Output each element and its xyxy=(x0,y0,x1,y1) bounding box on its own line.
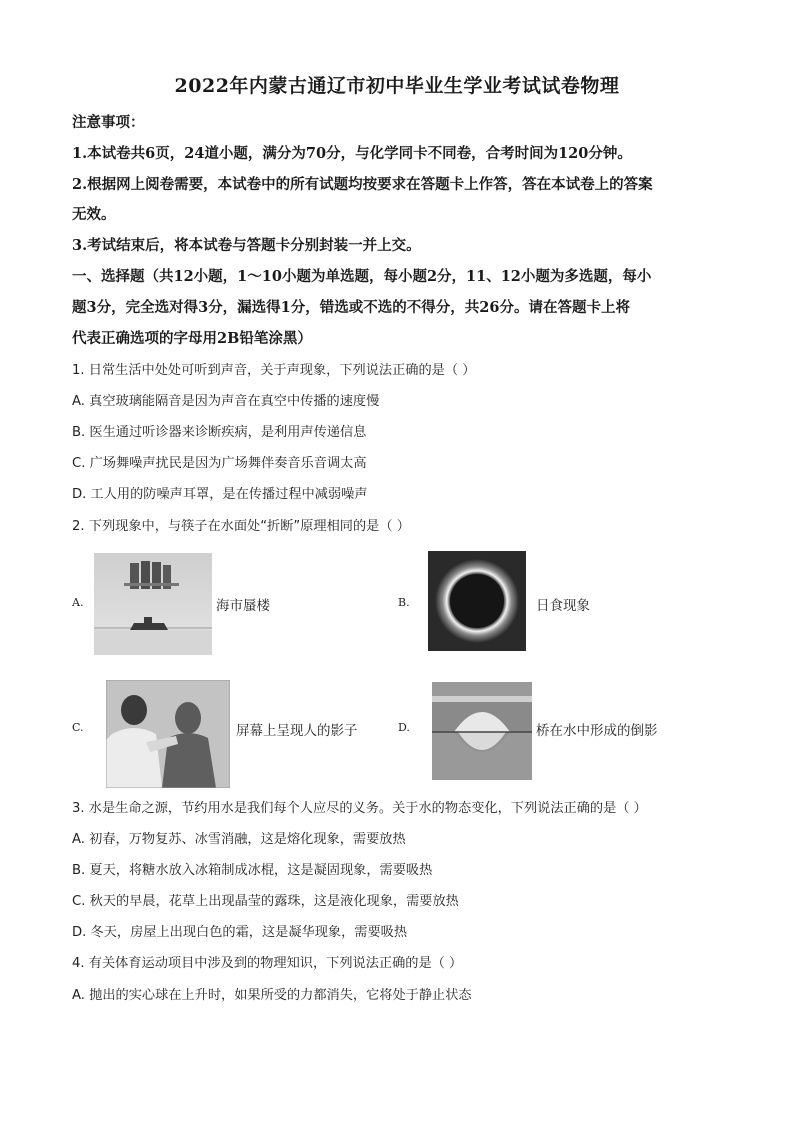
q2-option-b-letter: B. xyxy=(398,596,410,609)
q2-option-c-caption: 屏幕上呈现人的影子 xyxy=(236,723,358,739)
notice-heading: 注意事项： xyxy=(72,114,145,131)
q2-option-d-caption: 桥在水中形成的倒影 xyxy=(536,723,658,739)
q3-option-d: D. 冬天，房屋上出现白色的霜，这是凝华现象，需要吸热 xyxy=(72,925,408,940)
q4-stem: 4. 有关体育运动项目中涉及到的物理知识，下列说法正确的是（ ） xyxy=(72,956,463,971)
q4-option-a: A. 抛出的实心球在上升时，如果所受的力都消失，它将处于静止状态 xyxy=(72,988,472,1003)
q2-stem: 2. 下列现象中，与筷子在水面处“折断”原理相同的是（ ） xyxy=(72,519,410,534)
shadow-image xyxy=(106,680,230,788)
q1-option-a: A. 真空玻璃能隔音是因为声音在真空中传播的速度慢 xyxy=(72,394,380,409)
q2-option-b-caption: 日食现象 xyxy=(536,598,590,614)
section-heading-line-1: 一、选择题（共12小题，1～10小题为单选题，每小题2分，11、12小题为多选题，每小 xyxy=(72,268,652,285)
q3-stem: 3. 水是生命之源，节约用水是我们每个人应尽的义务。关于水的物态变化，下列说法正确的是（ ） xyxy=(72,801,647,816)
notice-item-2-cont: 无效。 xyxy=(72,206,116,223)
section-heading-line-2: 题3分，完全选对得3分，漏选得1分，错选或不选的不得分，共26分。请在答题卡上将 xyxy=(72,299,630,316)
q3-option-c: C. 秋天的早晨，花草上出现晶莹的露珠，这是液化现象，需要放热 xyxy=(72,894,459,909)
q3-option-a: A. 初春，万物复苏、冰雪消融，这是熔化现象，需要放热 xyxy=(72,832,406,847)
q2-option-a-letter: A. xyxy=(72,596,84,609)
section-heading-line-3: 代表正确选项的字母用2B铅笔涂黑） xyxy=(72,330,312,347)
notice-item-2: 2.根据网上阅卷需要，本试卷中的所有试题均按要求在答题卡上作答，答在本试卷上的答案 xyxy=(72,176,653,193)
mirage-image xyxy=(94,553,212,655)
solar-eclipse-image xyxy=(428,551,526,651)
q3-option-b: B. 夏天，将糖水放入冰箱制成冰棍，这是凝固现象，需要吸热 xyxy=(72,863,433,878)
q2-option-a-caption: 海市蜃楼 xyxy=(216,598,270,614)
q2-option-d-letter: D. xyxy=(398,721,410,734)
q1-stem: 1. 日常生活中处处可听到声音，关于声现象，下列说法正确的是（ ） xyxy=(72,363,476,378)
q2-option-c-letter: C. xyxy=(72,721,84,734)
q1-option-b: B. 医生通过听诊器来诊断疾病，是利用声传递信息 xyxy=(72,425,367,440)
page-title: 2022年内蒙古通辽市初中毕业生学业考试试卷物理 xyxy=(174,75,620,97)
notice-item-1: 1.本试卷共6页，24道小题，满分为70分，与化学同卡不同卷，合考时间为120分钟。 xyxy=(72,145,632,162)
bridge-reflection-image xyxy=(432,682,532,780)
q1-option-c: C. 广场舞噪声扰民是因为广场舞伴奏音乐音调太高 xyxy=(72,456,367,471)
q1-option-d: D. 工人用的防噪声耳罩，是在传播过程中减弱噪声 xyxy=(72,487,368,502)
notice-item-3: 3.考试结束后，将本试卷与答题卡分别封装一并上交。 xyxy=(72,237,421,254)
